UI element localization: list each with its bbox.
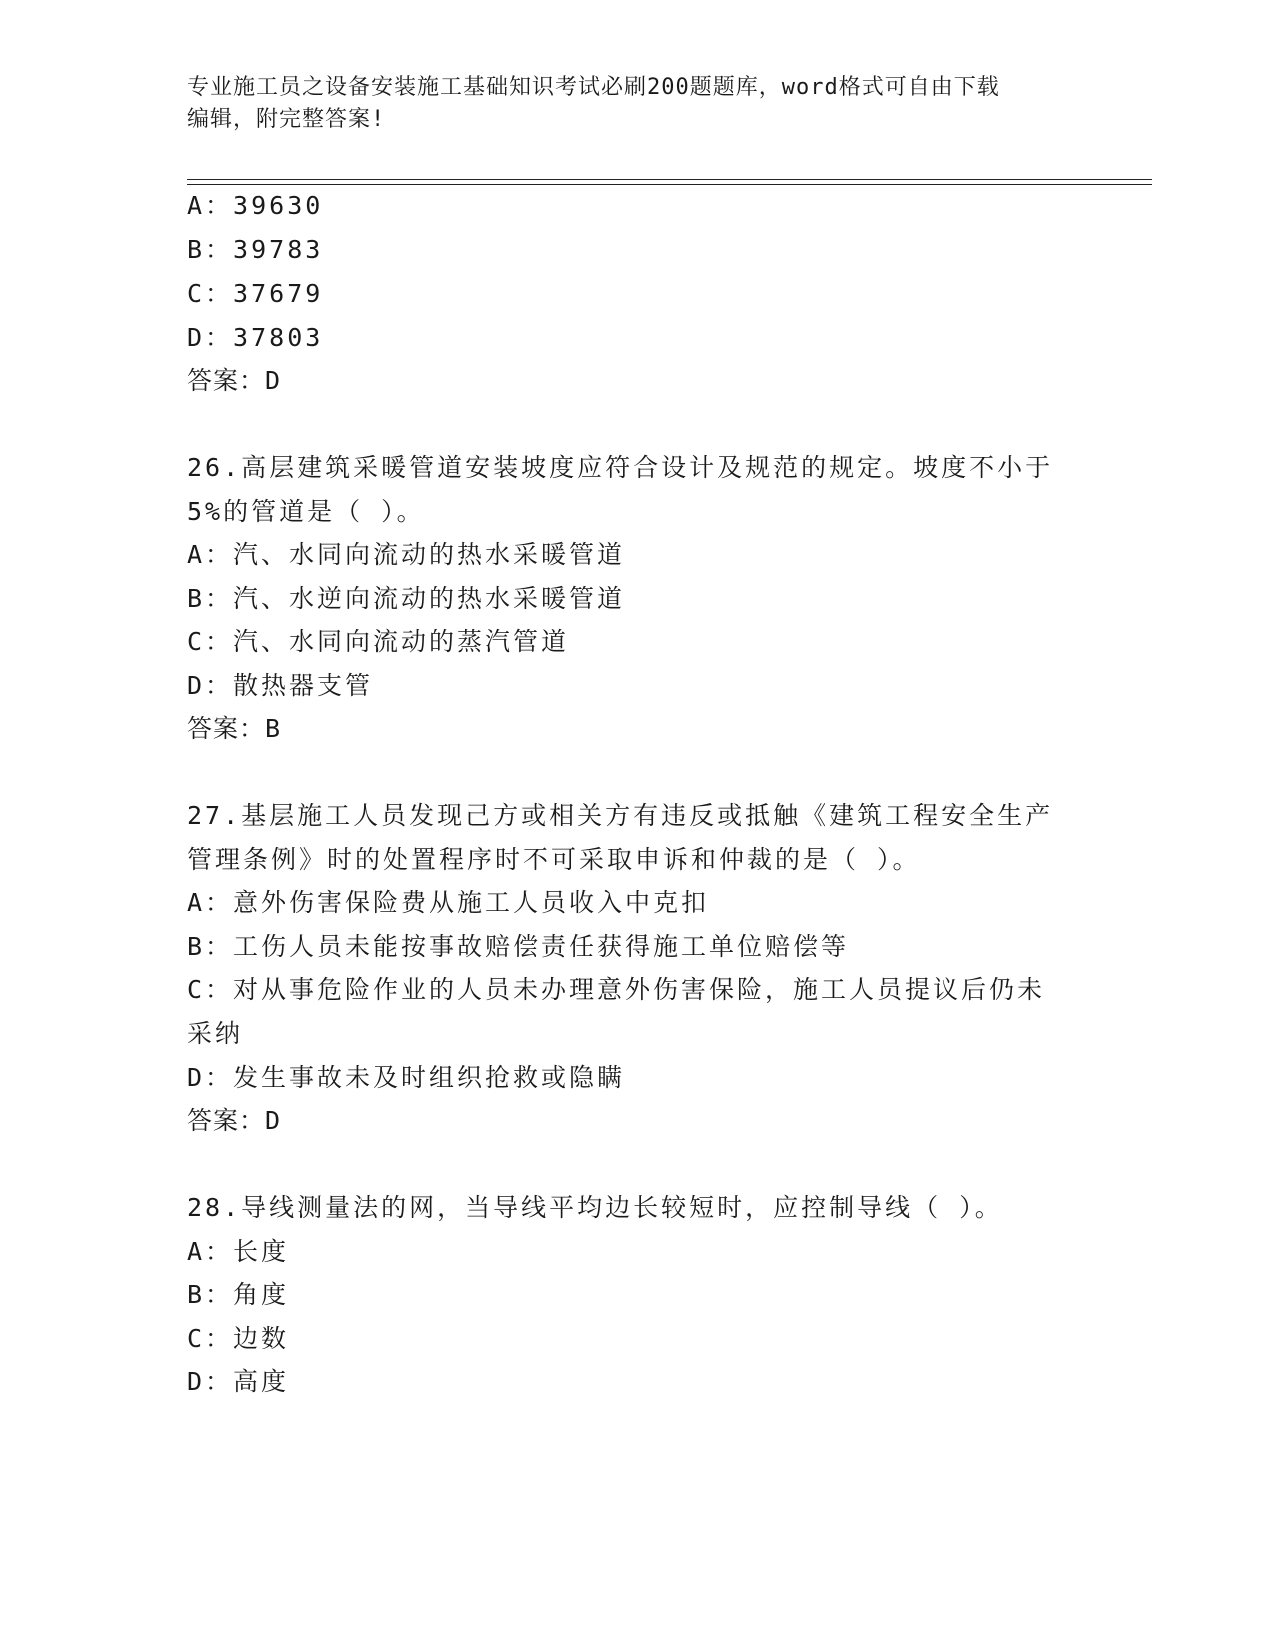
- q28-option-a: A：长度: [187, 1237, 290, 1266]
- q27-stem-line-2: 管理条例》时的处置程序时不可采取申诉和仲裁的是（ ）。: [187, 845, 921, 874]
- q28-option-b: B：角度: [187, 1280, 290, 1309]
- q27-stem-line-1: 27.基层施工人员发现己方或相关方有违反或抵触《建筑工程安全生产: [187, 801, 1054, 830]
- q26-stem-line-2: 5%的管道是（ ）。: [187, 497, 425, 526]
- document-header: [187, 72, 1087, 136]
- q27-option-c-line-2: 采纳: [187, 1019, 244, 1048]
- header-title-line-2: 编辑，附完整答案!: [187, 107, 386, 132]
- q27-option-a: A：意外伤害保险费从施工人员收入中克扣: [187, 888, 710, 917]
- q25-answer: 答案：D: [187, 366, 282, 395]
- q28-stem: 28.导线测量法的网，当导线平均边长较短时，应控制导线（ ）。: [187, 1193, 1003, 1222]
- q25-option-b: B：39783: [187, 235, 324, 264]
- q27-option-b: B：工伤人员未能按事故赔偿责任获得施工单位赔偿等: [187, 932, 850, 961]
- header-divider-bottom: [187, 184, 1152, 185]
- q26-stem-line-1: 26.高层建筑采暖管道安装坡度应符合设计及规范的规定。坡度不小于: [187, 453, 1054, 482]
- q25-option-d: D：37803: [187, 323, 324, 352]
- header-title-line-1: 专业施工员之设备安装施工基础知识考试必刷200题题库，word格式可自由下载: [187, 75, 1000, 100]
- q26-option-a: A：汽、水同向流动的热水采暖管道: [187, 540, 626, 569]
- q26-answer: 答案：B: [187, 714, 282, 743]
- q26-option-d: D：散热器支管: [187, 671, 374, 700]
- q28-option-d: D：高度: [187, 1367, 290, 1396]
- header-divider-top: [187, 179, 1152, 180]
- q25-option-a: A：39630: [187, 191, 324, 220]
- q26-option-b: B：汽、水逆向流动的热水采暖管道: [187, 584, 626, 613]
- q27-option-c-line-1: C：对从事危险作业的人员未办理意外伤害保险，施工人员提议后仍未: [187, 975, 1046, 1004]
- q27-option-d: D：发生事故未及时组织抢救或隐瞒: [187, 1063, 626, 1092]
- q28-option-c: C：边数: [187, 1324, 290, 1353]
- q26-option-c: C：汽、水同向流动的蒸汽管道: [187, 627, 570, 656]
- q25-option-c: C：37679: [187, 279, 324, 308]
- q27-answer: 答案：D: [187, 1106, 282, 1135]
